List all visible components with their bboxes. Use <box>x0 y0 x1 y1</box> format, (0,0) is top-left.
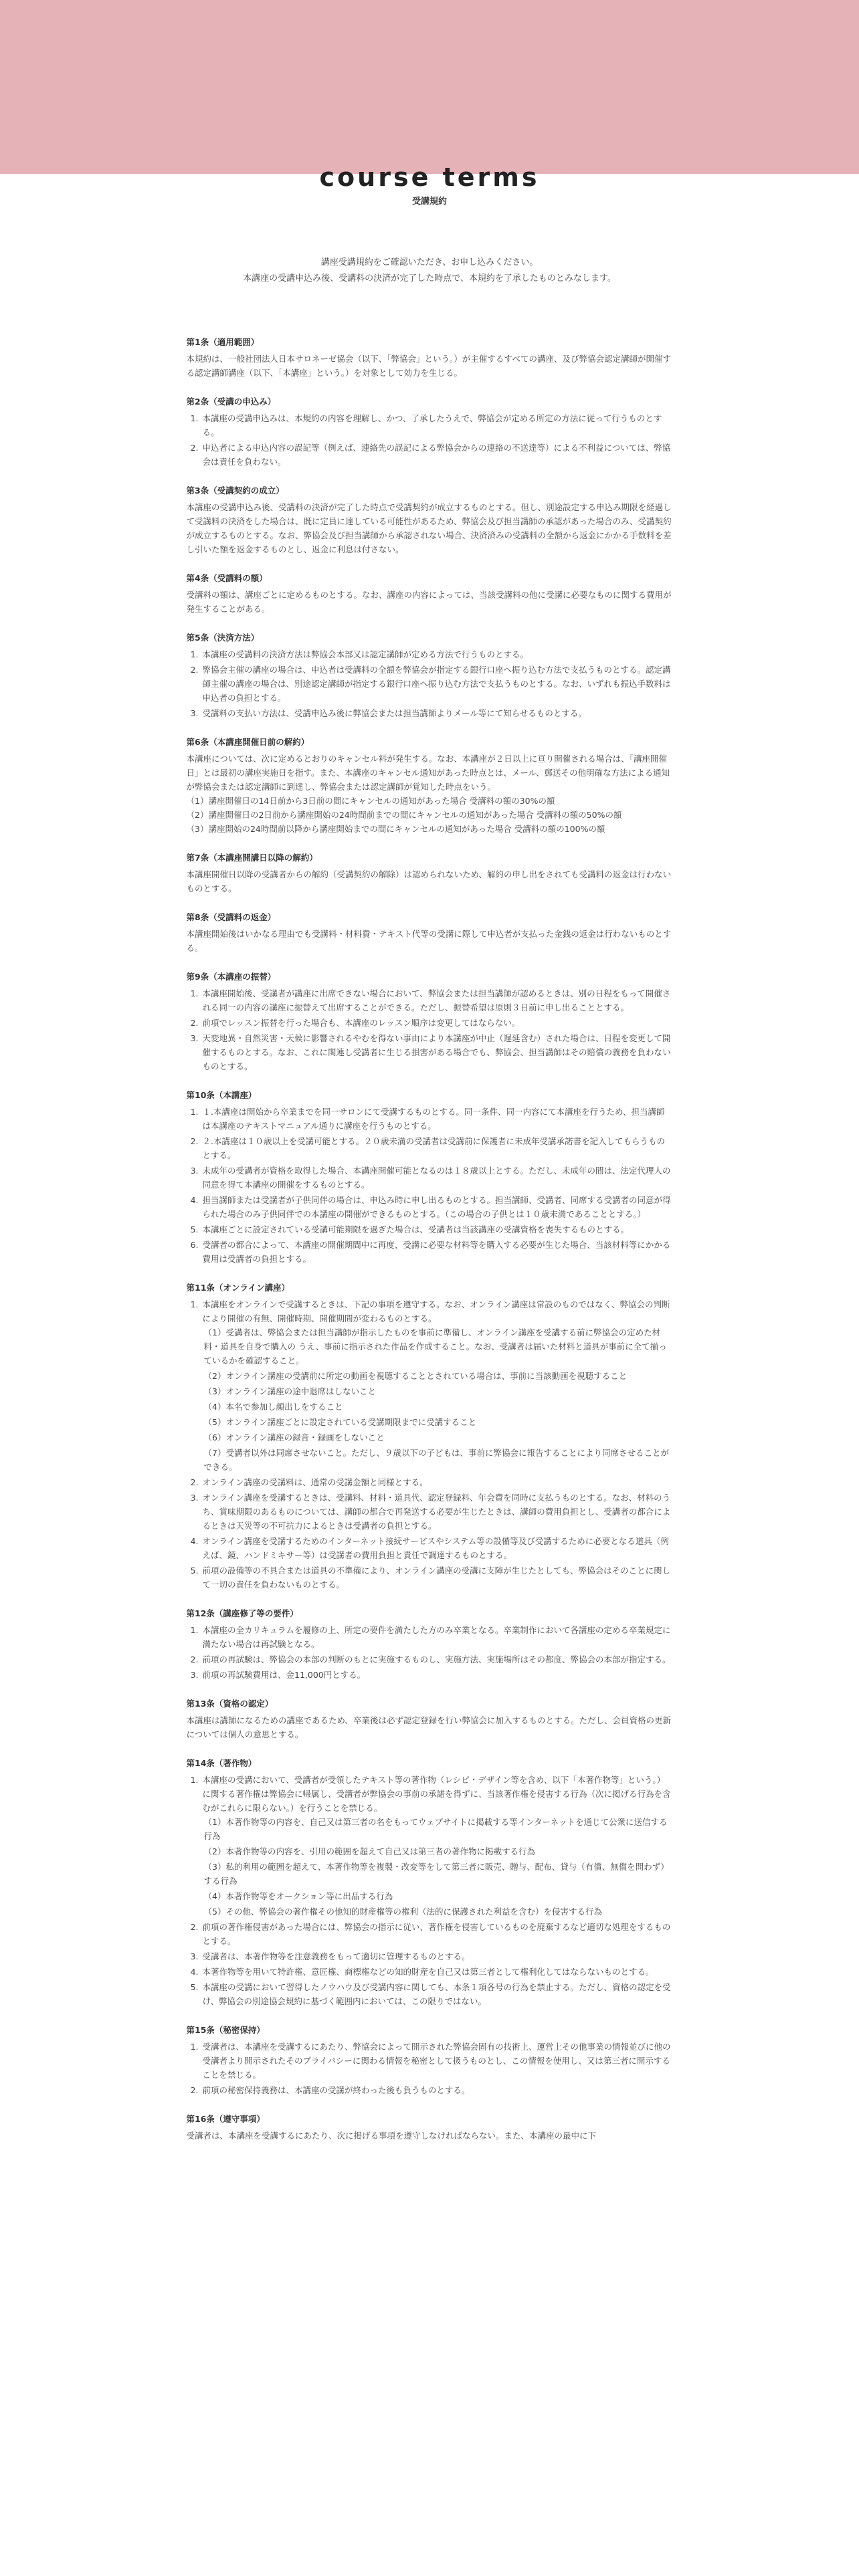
clause-item <box>201 2040 673 2082</box>
clause-item <box>201 1773 673 1919</box>
clause-list <box>187 2040 673 2097</box>
section-heading: 第9条（本講座の振替） <box>186 972 276 982</box>
clause-text: 本講座開始後、受講者が講座に出席できない場合において、弊協会または担当講師が認めるときは、別の日程をもって開催される同一の内容の講座に振替えて出席することができる。ただし、振替希望は原則３日前に申し出ることとする。 <box>202 988 671 1012</box>
clause-item <box>201 1949 673 1963</box>
clause-text: 受講者は、本講座を受講するにあたり、弊協会によって開示された弊協会固有の技術上、運営上その他事業の情報並びに他の受講者より開示されたそのプライバシーに関わる情報を秘密として扱うものとし、この情報を使用し、又は第三者に開示することを禁じる。 <box>202 2042 671 2080</box>
clause-item <box>201 1475 673 1489</box>
clause-item <box>201 1016 673 1030</box>
terms-section <box>187 2023 673 2097</box>
clause-item <box>201 647 673 661</box>
sub-clause-item: （2）オンライン講座の受講前に所定の動画を視聴することとされている場合は、事前に当該動画を視聴すること <box>203 1371 628 1381</box>
clause-text: 前項の再試験費用は、金11,000円とする。 <box>202 1670 366 1680</box>
clause-item <box>201 1564 673 1592</box>
clause-text: １.本講座は開始から卒業までを同一サロンにて受講するものとする。同一条件、同一内容にて本講座を行うため、担当講師は本講座のテキストマニュアル通りに講座を行うものとする。 <box>202 1107 665 1131</box>
clause-text: オンライン講座を受講するためのインターネット接続サービスやシステム等の設備等及び受講するために必要となる道具（例えば、鏡、ハンドミキサー等）は受講者の費用負担と責任で調達するものとする。 <box>202 1536 669 1560</box>
clause-item <box>201 1297 673 1474</box>
clause-text: オンライン講座を受講するときは、受講料、材料・道具代、認定登録料、年会費を同時に支払うものとする。なお、材料のうち、賞味期限のあるものについては、講師の都合で再発送する必要が生じたときは、講師の費用負担とし、受講者の都合によるときは天災等の不可抗力によるときは受講者の負担とする。 <box>202 1493 671 1531</box>
clause-list <box>187 1297 673 1592</box>
clause-text: 受講料の支払い方法は、受講申込み後に弊協会または担当講師よりメール等にて知らせるものとする。 <box>202 708 587 718</box>
section-heading: 第5条（決済方法） <box>186 633 260 643</box>
section-paragraph: 本講座については、次に定めるとおりのキャンセル料が発生する。なお、本講座が２日以上に亘り開催される場合は、「講座開催日」とは最初の講座実施日を指す。また、本講座のキャンセル通知があった時点とは、メール、郵送その他明確な方法による通知が弊協会または認定講師に到達し、弊協会または認定講師が覚知した時点をいう。 <box>186 754 670 792</box>
terms-section <box>187 1606 673 1682</box>
header-banner <box>0 0 859 174</box>
section-paragraph: （1）講座開催日の14日前から3日前の間にキャンセルの通知があった場合 受講料の額の30%の額 <box>186 796 555 806</box>
section-heading: 第4条（受講料の額） <box>186 573 268 583</box>
section-paragraph: 本講座開始後はいかなる理由でも受講料・材料費・テキスト代等の受講に際して申込者が支払った金銭の返金は行わないものとする。 <box>186 929 672 953</box>
section-paragraph: 受講料の額は、講座ごとに定めるものとする。なお、講座の内容によっては、当該受講料の他に受講に必要なものに関する費用が発生することがある。 <box>186 590 672 614</box>
title-block <box>0 162 859 207</box>
clause-item <box>201 411 673 439</box>
sub-clause-list <box>203 1325 673 1474</box>
section-heading: 第14条（著作物） <box>186 1758 257 1768</box>
terms-section <box>187 2112 673 2143</box>
sub-clause-item: （7）受講者以外は同席させないこと。ただし、９歳以下の子どもは、事前に弊協会に報告することにより同席させることができる。 <box>203 1448 669 1472</box>
clause-item <box>201 706 673 720</box>
section-paragraph: 本講座は講師になるための講座であるため、卒業後は必ず認定登録を行い弊協会に加入するものとする。ただし、会員資格の更新については個人の意思とする。 <box>186 1715 672 1739</box>
page-subtitle: 受講規約 <box>411 197 447 207</box>
sub-clause-item: （3）私的利用の範囲を超えて、本著作物等を複製・改変等をして第三者に販売、贈与、配布、貸与（有償、無償を問わず）する行為 <box>203 1862 669 1886</box>
clause-item <box>201 1193 673 1221</box>
section-paragraph: （3）講座開始の24時間前以降から講座開始までの間にキャンセルの通知があった場合 受講料の額の100%の額 <box>186 824 605 834</box>
terms-section <box>187 1697 673 1741</box>
terms-content <box>187 335 673 2143</box>
section-heading: 第8条（受講料の返金） <box>186 912 276 922</box>
clause-text: 本講座の全カリキュラムを履修の上、所定の要件を満たした方のみ卒業となる。卒業制作において各講座の定める卒業規定に満たない場合は再試験となる。 <box>202 1625 671 1649</box>
clause-text: オンライン講座の受講料は、通常の受講金額と同様とする。 <box>202 1477 428 1487</box>
section-heading: 第1条（適用範囲） <box>186 337 260 347</box>
intro-line: 本講座の受講申込み後、受講料の決済が完了した時点で、本規約を了承したものとみなします。 <box>243 274 616 284</box>
clause-list <box>187 986 673 1073</box>
clause-item <box>201 1652 673 1667</box>
section-heading: 第10条（本講座） <box>186 1090 257 1100</box>
section-heading: 第11条（オンライン講座） <box>186 1283 290 1293</box>
section-paragraph: 本規約は、一般社団法人日本サロネーゼ協会（以下、「弊協会」という。）が主催するすべての講座、及び弊協会認定講師が開催する認定講師講座（以下、「本講座」という。）を対象として効力を生じる。 <box>186 354 672 378</box>
section-heading: 第12条（講座修了等の要件） <box>186 1608 298 1618</box>
clause-item <box>201 986 673 1014</box>
clause-text: 本著作物等を用いて特許権、意匠権、商標権などの知的財産を自己又は第三者として権利化してはならないものとする。 <box>202 1967 654 1977</box>
clause-text: 本講座の受講料の決済方法は弊協会本部又は認定講師が定める方法で行うものとする。 <box>202 649 529 659</box>
clause-item <box>201 1980 673 2008</box>
clause-text: 前項の設備等の不具合または道具の不準備により、オンライン講座の受講に支障が生じたとしても、弊協会はそのことに関して一切の責任を負わないものとする。 <box>202 1566 671 1590</box>
clause-text: 前項でレッスン振替を行った場合も、本講座のレッスン順序は変更してはならない。 <box>202 1018 520 1028</box>
clause-item <box>201 1491 673 1533</box>
clause-item <box>201 1238 673 1266</box>
section-paragraph: 本講座の受講申込み後、受講料の決済が完了した時点で受講契約が成立するものとする。但し、別途設定する申込み期限を経過して受講料の決済をした場合は、既に定員に達している可能性があるため、弊協会及び担当講師の承認があった場合のみ、受講契約が成立するものとする。なお、弊協会及び担当講師から承認されない場合、決済済みの受講料の全額から返金にかかる手数料を差し引いた額を返金するものとし、返金に利息は付さない。 <box>186 502 672 554</box>
sub-clause-item: （3）オンライン講座の途中退席はしないこと <box>203 1386 377 1396</box>
section-heading: 第2条（受講の申込み） <box>186 397 276 407</box>
clause-text: 申込者による申込内容の誤記等（例えば、連絡先の誤記による弊協会からの連絡の不送達等）による不利益については、弊協会は責任を負わない。 <box>202 443 671 467</box>
terms-section <box>187 1756 673 2008</box>
clause-item <box>201 1164 673 1192</box>
clause-text: 前項の著作権侵害があった場合には、弊協会の指示に従い、著作権を侵害しているものを廃棄するなど適切な処理をするものとする。 <box>202 1922 671 1946</box>
sub-clause-item: （4）本著作物等をオークション等に出品する行為 <box>203 1891 393 1901</box>
clause-text: 本講座の受講において習得したノウハウ及び受講内容に関しても、本条１項各号の行為を禁止する。ただし、資格の認定を受け、弊協会の別途協会規約に基づく範囲内においては、この限りではない。 <box>202 1982 671 2006</box>
terms-section <box>187 631 673 720</box>
sub-clause-item: （6）オンライン講座の録音・録画をしないこと <box>203 1432 385 1442</box>
sub-clause-item: （5）オンライン講座ごとに設定されている受講期限までに受講すること <box>203 1417 477 1427</box>
section-paragraph: （2）講座開催日の2日前から講座開始の24時間前までの間にキャンセルの通知があった場合 受講料の額の50%の額 <box>186 810 622 820</box>
terms-section <box>187 395 673 469</box>
terms-section <box>187 851 673 895</box>
clause-list <box>187 1773 673 2008</box>
sub-clause-item: （1）本著作物等の内容を、自己又は第三者の名をもってウェブサイトに掲載する等インターネットを通じて公衆に送信する行為 <box>203 1817 668 1841</box>
clause-text: 担当講師または受講者が子供同伴の場合は、申込み時に申し出るものとする。担当講師、受講者、同席する受講者の同意が得られた場合のみ子供同伴での本講座の開催ができるものとする。（この場合の子供とは１０歳未満であることとする。） <box>202 1195 671 1219</box>
clause-text: 弊協会主催の講座の場合は、申込者は受講料の全額を弊協会が指定する銀行口座へ振り込む方法で支払うものとする。認定講師主催の講座の場合は、別途認定講師が指定する銀行口座へ振り込む方法で支払うものとする。なお、いずれも振込手数料は申込者の負担とする。 <box>202 665 671 703</box>
clause-item <box>201 1920 673 1948</box>
clause-text: 受講者の都合によって、本講座の開催期間中に再度、受講に必要な材料等を購入する必要が生じた場合、当該材料等にかかる費用は受講者の負担とする。 <box>202 1240 671 1264</box>
section-heading: 第16条（遵守事項） <box>186 2114 265 2124</box>
clause-text: 本講座ごとに設定されている受講可能期限を過ぎた場合は、受講者は当該講座の受講資格を喪失するものとする。 <box>202 1224 630 1235</box>
clause-text: 受講者は、本著作物等を注意義務をもって適切に管理するものとする。 <box>202 1951 470 1961</box>
terms-section <box>187 910 673 955</box>
clause-item <box>201 1965 673 1979</box>
clause-item <box>201 663 673 705</box>
clause-item <box>201 1105 673 1133</box>
clause-text: 本講座をオンラインで受講するときは、下記の事項を遵守する。なお、オンライン講座は常設のものではなく、弊協会の判断により開催の有無、開催時期、開催期間が変わるものとする。 <box>202 1299 670 1323</box>
page-title: course terms <box>319 163 540 192</box>
clause-item <box>201 2083 673 2097</box>
terms-section <box>187 571 673 616</box>
section-paragraph: 本講座開催日以降の受講者からの解約（受講契約の解除）は認められないため、解約の申し出をされても受講料の返金は行わないものとする。 <box>186 869 672 893</box>
clause-item <box>201 1623 673 1651</box>
section-heading: 第3条（受講契約の成立） <box>186 486 284 496</box>
section-heading: 第15条（秘密保持） <box>186 2025 265 2035</box>
section-paragraph: 受講者は、本講座を受講するにあたり、次に掲げる事項を遵守しなければならない。また、本講座の最中に下 <box>186 2131 597 2141</box>
clause-list <box>187 1623 673 1682</box>
intro-text <box>0 255 859 287</box>
clause-text: 本講座の受講において、受講者が受領したテキスト等の著作物（レシピ・デザイン等を含め、以下「本著作物等」という。）に関する著作権は弊協会に帰属し、受講者が弊協会の事前の承諾を得ずに、当該著作権を侵害する行為（次に掲げる行為を含むがこれらに限らない。）を行うことを禁じる。 <box>202 1775 671 1813</box>
clause-item <box>201 1534 673 1562</box>
clause-text: 本講座の受講申込みは、本規約の内容を理解し、かつ、了承したうえで、弊協会が定める所定の方法に従って行うものとする。 <box>202 413 662 437</box>
terms-section <box>187 970 673 1073</box>
terms-section <box>187 1088 673 1266</box>
clause-text: 前項の秘密保持義務は、本講座の受講が終わった後も負うものとする。 <box>202 2085 470 2095</box>
clause-list <box>187 1105 673 1266</box>
sub-clause-item: （1）受講者は、弊協会または担当講師が指示したものを事前に準備し、オンライン講座を受講する前に弊協会の定めた材料・道具を自身で購入の うえ、事前に指示された作品を作成すること。なお、受講者は届いた材料と道具が事前に全て揃っているかを確認すること。 <box>203 1327 667 1366</box>
clause-item <box>201 1031 673 1073</box>
section-heading: 第6条（本講座開催日前の解約） <box>186 737 310 747</box>
terms-section <box>187 484 673 556</box>
clause-text: 未成年の受講者が資格を取得した場合、本講座開催可能となるのは１８歳以上とする。ただし、未成年の間は、法定代理人の同意を得て本講座の開催をするものとする。 <box>202 1166 671 1190</box>
clause-text: 天変地異・自然災害・天候に影響されるやむを得ない事由により本講座が中止（遅延含む）された場合は、日程を変更して開催するものとする。なお、これに関連し受講者に生じる損害がある場合でも、弊協会、担当講師はその賠償の義務を負わないものとする。 <box>202 1033 671 1071</box>
clause-item <box>201 441 673 469</box>
clause-item <box>201 1134 673 1162</box>
terms-section <box>187 1281 673 1592</box>
sub-clause-item: （4）本名で参加し顔出しをすること <box>203 1402 343 1412</box>
clause-list <box>187 647 673 720</box>
clause-text: ２.本講座は１０歳以上を受講可能とする。２０歳未満の受講者は受講前に保護者に未成年受講承諾書を記入してもらうものとする。 <box>202 1136 665 1160</box>
clause-list <box>187 411 673 469</box>
sub-clause-list <box>203 1815 673 1919</box>
clause-text: 前項の再試験は、弊協会の本部の判断のもとに実施するものし、実施方法、実施場所はその都度、弊協会の本部が指定する。 <box>202 1654 671 1665</box>
section-heading: 第7条（本講座開講日以降の解約） <box>186 853 318 863</box>
terms-section <box>187 335 673 380</box>
terms-section <box>187 735 673 836</box>
section-heading: 第13条（資格の認定） <box>186 1699 274 1709</box>
intro-line: 講座受講規約をご確認いただき、お申し込みください。 <box>320 257 539 267</box>
clause-item <box>201 1668 673 1682</box>
clause-item <box>201 1222 673 1237</box>
sub-clause-item: （2）本著作物等の内容を、引用の範囲を超えて自己又は第三者の著作物に掲載する行為 <box>203 1846 535 1856</box>
sub-clause-item: （5）その他、弊協会の著作権その他知的財産権等の権利（法的に保護された利益を含む）を侵害する行為 <box>203 1907 602 1917</box>
